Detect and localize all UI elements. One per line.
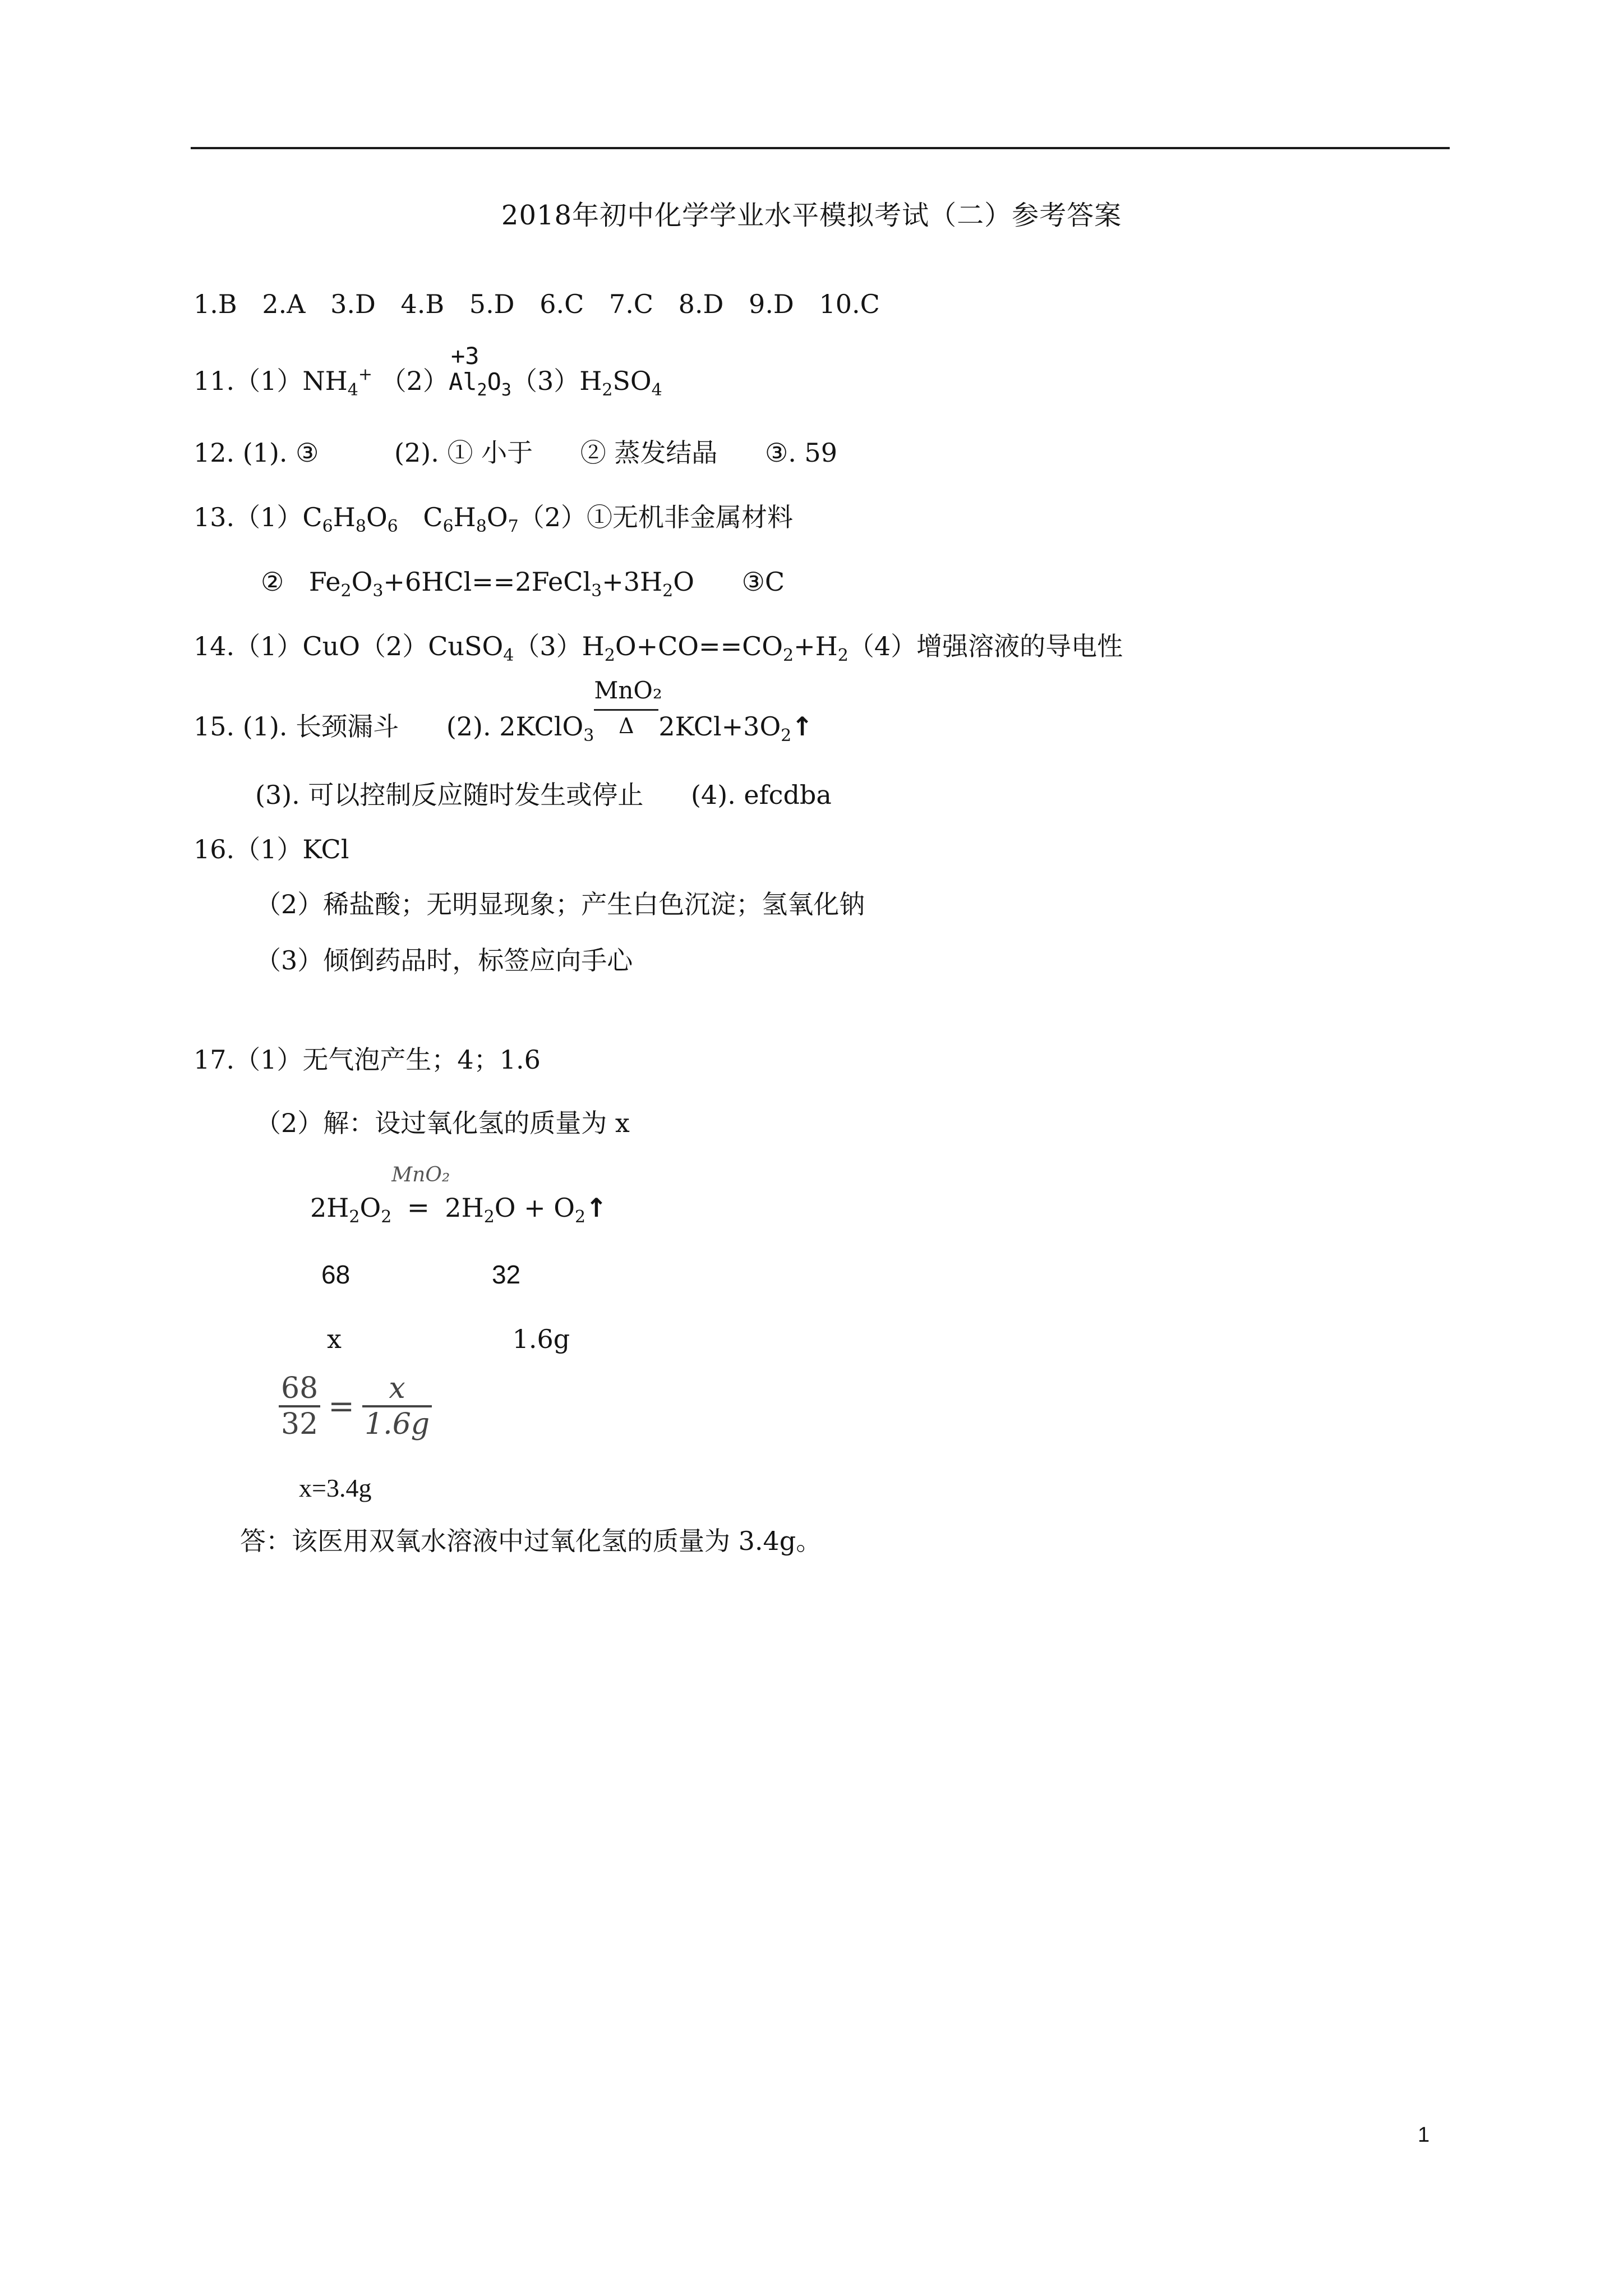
element: O (487, 368, 501, 395)
valence-formula (448, 342, 511, 401)
element: SO (612, 366, 652, 396)
q15-part4: (4). efcdba (691, 780, 832, 810)
q11-part2: （2） (380, 366, 449, 396)
subscript: 2 (477, 380, 487, 400)
variable-o2-mass: 1.6g (512, 1324, 570, 1354)
q17-equation (310, 1163, 607, 1227)
q13-part2: （2）①无机非金属材料 (518, 502, 793, 532)
element: H (333, 502, 356, 532)
answers-1-10 (193, 289, 880, 320)
page-title: 2018年初中化学学业水平模拟考试（二）参考答案 (501, 200, 1122, 231)
q12-part2: (2). ① 小于 (394, 438, 533, 468)
subscript: 3 (591, 581, 602, 601)
fraction-right (362, 1372, 432, 1441)
mass-row (321, 1259, 520, 1290)
answer-item: 9.D (749, 289, 794, 319)
reaction-condition (594, 677, 662, 739)
gas-arrow-icon: ↑ (791, 711, 813, 742)
element: C (423, 502, 443, 532)
subscript: 2 (381, 1207, 392, 1227)
subscript: 2 (575, 1207, 586, 1227)
answer-13 (193, 502, 793, 537)
equals-sign: = (328, 1388, 355, 1425)
catalyst-label: MnO₂ (594, 677, 662, 704)
page-number: 1 (1418, 2123, 1430, 2147)
answer-16-line3 (255, 945, 633, 976)
q13-part3: ③C (741, 567, 785, 597)
answer-item: 10.C (819, 289, 880, 319)
answer-12 (193, 438, 837, 468)
equation-middle: +6HCl==2FeCl (383, 567, 592, 597)
q17-part1: 17.（1）无气泡产生；4；1.6 (193, 1045, 541, 1075)
q16-part1: 16.（1）KCl (193, 834, 349, 864)
answer-item: 1.B (193, 289, 237, 319)
numerator: x (362, 1372, 432, 1407)
q11-part3: （3）H (511, 366, 602, 396)
equation-middle: O+CO==CO (615, 631, 783, 661)
answer-item: 2.A (262, 289, 306, 319)
circle-mark: ② (261, 567, 284, 597)
subscript: 4 (503, 646, 514, 665)
answer-item: 7.C (608, 289, 654, 319)
element: Fe (308, 567, 341, 597)
subscript: 6 (322, 517, 333, 536)
answer-item: 4.B (400, 289, 445, 319)
subscript: 2 (602, 380, 613, 400)
subscript: 3 (583, 726, 594, 746)
subscript: 2 (483, 1207, 495, 1227)
subscript: 6 (442, 517, 454, 536)
result: x=3.4g (299, 1474, 372, 1502)
answer-17 (193, 1045, 541, 1075)
answer-13-line2 (261, 567, 785, 601)
top-rule (191, 147, 1450, 149)
mass-o2: 32 (491, 1260, 521, 1289)
q16-part3: （3）倾倒药品时，标签应向手心 (255, 945, 633, 976)
element: O (486, 502, 508, 532)
result-line (299, 1473, 371, 1503)
equals-sign: = (407, 1192, 430, 1223)
subscript: 3 (501, 380, 511, 400)
variable-x: x (327, 1324, 342, 1354)
q17-part2: （2）解：设过氧化氢的质量为 x (255, 1108, 630, 1138)
variable-row (327, 1324, 570, 1355)
element: O (359, 1193, 381, 1223)
element: O (673, 567, 694, 597)
subscript: 2 (662, 581, 674, 601)
q14-label: 14.（1）CuO（2）CuSO (193, 631, 504, 661)
subscript: 2 (783, 646, 794, 665)
q15-part3: (3). 可以控制反应随时发生或停止 (255, 780, 644, 810)
subscript: 2 (604, 646, 615, 665)
equation-rhs2: O + O (494, 1193, 575, 1223)
answer-11 (193, 342, 662, 401)
q15-part2: (2). 2KClO (446, 711, 584, 742)
answer-15 (193, 677, 813, 746)
answer-statement: 答：该医用双氧水溶液中过氧化氢的质量为 3.4g。 (240, 1526, 822, 1556)
mass-h2o2: 68 (321, 1260, 351, 1289)
superscript: + (358, 365, 373, 384)
q13-label: 13.（1）C (193, 502, 322, 532)
subscript: 2 (781, 726, 792, 746)
q14-part3: （3）H (514, 631, 605, 661)
subscript: 8 (355, 517, 366, 536)
final-answer (240, 1526, 822, 1557)
equation-rhs: 2H (445, 1193, 484, 1223)
subscript: 4 (347, 380, 358, 400)
answer-item: 6.C (540, 289, 584, 319)
q12-part2b: ② 蒸发结晶 (580, 438, 718, 468)
denominator: 1.6g (365, 1407, 430, 1441)
proportion-fraction (279, 1372, 432, 1441)
answer-15-line2 (255, 780, 832, 811)
answer-item: 5.D (469, 289, 515, 319)
answer-16 (193, 834, 349, 865)
element: Al (448, 368, 477, 395)
subscript: 2 (837, 646, 849, 665)
subscript: 2 (349, 1207, 360, 1227)
subscript: 4 (651, 380, 662, 400)
equation-plus: +H (794, 631, 838, 661)
subscript: 7 (508, 517, 519, 536)
denominator: 32 (281, 1407, 319, 1441)
q14-part4: （4）增强溶液的导电性 (848, 631, 1123, 661)
equation-lhs: 2H (310, 1193, 349, 1223)
subscript: 2 (340, 581, 352, 601)
answer-item: 3.D (330, 289, 376, 319)
subscript: 6 (387, 517, 398, 536)
answer-16-line2 (255, 889, 865, 920)
q11-label: 11.（1）NH (193, 366, 348, 396)
catalyst-label: MnO₂ (391, 1163, 450, 1186)
equation-plus: +3H (602, 567, 663, 597)
q16-part2: （2）稀盐酸；无明显现象；产生白色沉淀；氢氧化钠 (255, 889, 865, 919)
q12-part1: 12. (1). ③ (193, 438, 319, 468)
answer-14 (193, 631, 1123, 666)
answer-item: 8.D (678, 289, 724, 319)
q12-part3: ③. 59 (764, 438, 837, 468)
reaction-condition (391, 1163, 450, 1225)
reaction-bar (594, 709, 658, 711)
fraction-left (279, 1372, 320, 1441)
element: H (453, 502, 476, 532)
element: O (351, 567, 373, 597)
element: O (366, 502, 388, 532)
q15-part1: 15. (1). 长颈漏斗 (193, 711, 399, 742)
heat-symbol: Δ (619, 714, 634, 738)
gas-arrow-icon: ↑ (585, 1193, 607, 1223)
subscript: 8 (476, 517, 487, 536)
numerator: 68 (279, 1372, 320, 1407)
equation-products: 2KCl+3O (658, 711, 781, 742)
answer-17-line2 (255, 1108, 630, 1139)
valence-mark: +3 (450, 342, 479, 370)
subscript: 3 (372, 581, 384, 601)
